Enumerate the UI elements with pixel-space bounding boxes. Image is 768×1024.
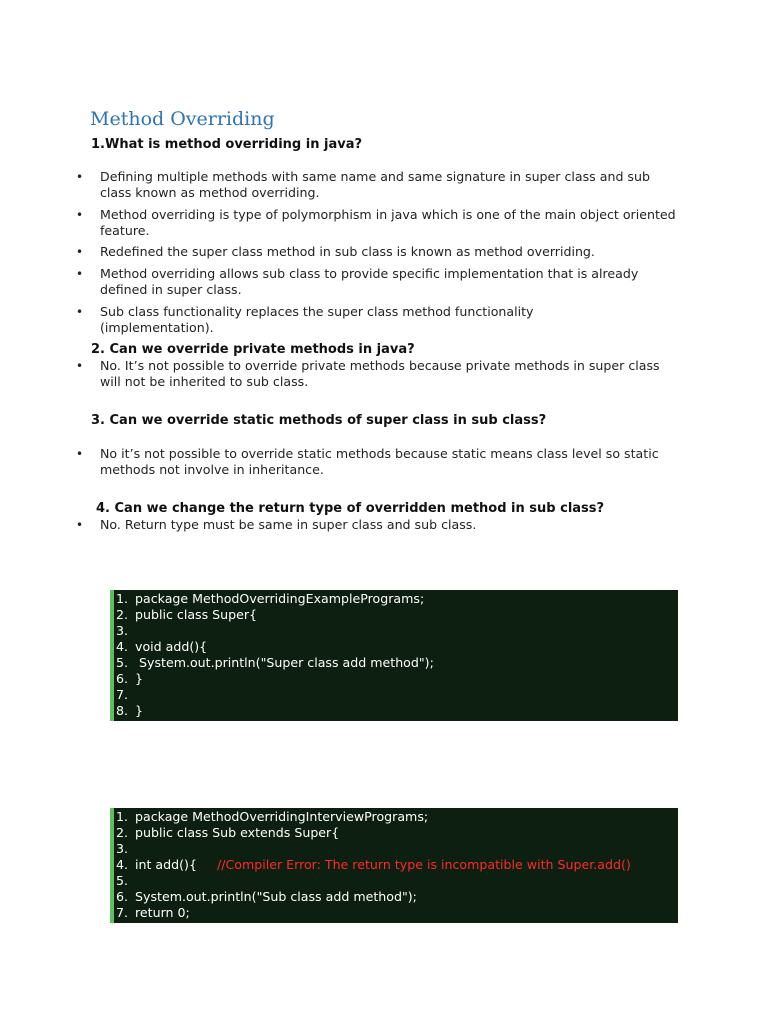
line-number: 1. [116, 809, 129, 824]
code-line [114, 591, 678, 607]
line-number: 6. [116, 889, 129, 904]
code-line [114, 607, 678, 623]
list-item-text: No. Return type must be same in super class and sub class. [100, 517, 477, 532]
line-number: 7. [116, 687, 129, 702]
code-text: package MethodOverridingExamplePrograms; [135, 591, 425, 606]
code-line [114, 655, 678, 671]
question-4-heading: 4. Can we change the return type of overridden method in sub class? [96, 501, 605, 516]
line-number: 4. [116, 639, 129, 654]
code-text: } [135, 703, 144, 718]
line-number: 5. [116, 655, 129, 670]
bullet-icon: • [76, 245, 84, 259]
question-3-heading: 3. Can we override static methods of super class in sub class? [91, 413, 547, 428]
code-line [114, 639, 678, 655]
list-item-text: Method overriding is type of polymorphism in java which is one of the main object oriented feature. [100, 207, 676, 238]
code-line [114, 703, 678, 719]
code-line [114, 841, 678, 857]
code-line [114, 889, 678, 905]
code-text: System.out.println("Super class add method"); [135, 655, 434, 670]
code-statement: int add(){ [135, 857, 217, 872]
bullet-icon: • [76, 447, 84, 461]
bullet-icon: • [76, 305, 84, 319]
line-number: 5. [116, 873, 129, 888]
list-item-text: No it’s not possible to override static methods because static means class level so static methods not involve in inheritance. [100, 446, 659, 477]
code-text: public class Sub extends Super{ [135, 825, 340, 840]
line-number: 3. [116, 623, 129, 638]
code-line [114, 809, 678, 825]
list-item-text: No. It’s not possible to override private methods because private methods in super class will not be inherited to sub class. [100, 358, 660, 389]
code-text: return 0; [135, 905, 190, 920]
line-number: 4. [116, 857, 129, 872]
code-line [114, 623, 678, 639]
code-text [135, 857, 631, 873]
code-line [114, 687, 678, 703]
code-text: package MethodOverridingInterviewPrograms; [135, 809, 429, 824]
question-1-heading: 1.What is method overriding in java? [91, 137, 363, 152]
list-item-text: Sub class functionality replaces the super class method functionality (implementation). [100, 304, 534, 335]
code-text: } [135, 671, 144, 686]
line-number: 8. [116, 703, 129, 718]
list-item-text: Redefined the super class method in sub class is known as method overriding. [100, 244, 595, 259]
list-item-text: Method overriding allows sub class to provide specific implementation that is already defined in super class. [100, 266, 639, 297]
code-line [114, 905, 678, 921]
line-number: 6. [116, 671, 129, 686]
list-item-text: Defining multiple methods with same name and same signature in super class and sub class known as method overriding. [100, 169, 650, 200]
code-text: void add(){ [135, 639, 208, 654]
code-line [114, 873, 678, 889]
line-number: 2. [116, 825, 129, 840]
bullet-icon: • [76, 170, 84, 184]
bullet-icon: • [76, 359, 84, 373]
bullet-icon: • [76, 518, 84, 532]
code-line [114, 825, 678, 841]
bullet-icon: • [76, 208, 84, 222]
code-comment: //Compiler Error: The return type is incompatible with Super.add() [216, 857, 631, 872]
code-block-sub [110, 808, 678, 923]
page-title: Method Overriding [90, 108, 275, 130]
code-block-super [110, 590, 678, 721]
line-number: 1. [116, 591, 129, 606]
question-2-heading: 2. Can we override private methods in java? [91, 342, 415, 357]
line-number: 3. [116, 841, 129, 856]
code-line [114, 671, 678, 687]
code-text: System.out.println("Sub class add method"); [135, 889, 417, 904]
line-number: 2. [116, 607, 129, 622]
line-number: 7. [116, 905, 129, 920]
code-line [114, 857, 678, 873]
bullet-icon: • [76, 267, 84, 281]
code-text: public class Super{ [135, 607, 258, 622]
